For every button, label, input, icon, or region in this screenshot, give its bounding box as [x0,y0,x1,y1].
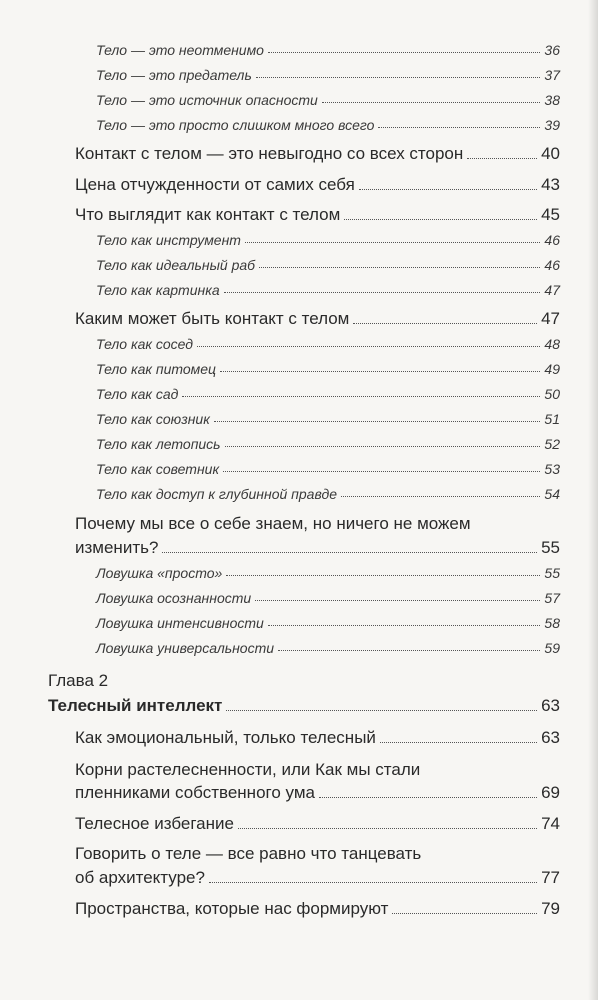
toc-leader [209,882,537,883]
toc-leader [392,913,537,914]
toc-entry [96,436,560,452]
toc-page-number: 55 [544,565,560,581]
toc-page-number: 46 [544,232,560,248]
toc-entry-title: Тело как союзник [96,411,210,427]
toc-entry-title: Тело как питомец [96,361,217,377]
toc-page-number: 50 [544,386,560,402]
toc-leader [245,242,540,243]
toc-entry [96,232,560,248]
toc-leader [224,292,541,293]
toc-entry-title: Каким может быть контакт с телом [75,309,350,328]
toc-entry [96,590,560,606]
toc-entry-title: Как эмоциональный, только телесный [75,728,376,747]
toc-leader [220,371,540,372]
toc-page-number: 51 [544,411,560,427]
toc-entry [96,461,560,477]
toc-page-number: 53 [544,461,560,477]
toc-page-number: 40 [541,144,560,163]
toc-leader [197,346,540,347]
toc-page-number: 63 [541,696,560,715]
toc-entry [96,257,560,273]
toc-leader [238,828,537,829]
toc-entry [75,538,560,558]
toc-page-number: 74 [541,814,560,833]
toc-page-number: 58 [544,615,560,631]
toc-entry-title: Тело как доступ к глубинной правде [96,486,337,502]
toc-entry-title: Ловушка осознанности [96,590,252,606]
toc-entry-title: Пространства, которые нас формируют [75,899,389,918]
toc-leader [378,127,540,128]
toc-entry [96,640,560,656]
toc-entry-title: Ловушка интенсивности [96,615,264,631]
toc-leader [226,710,537,711]
toc-page-number: 57 [544,590,560,606]
toc-entry [96,386,560,402]
toc-entry-title: Тело как сосед [96,336,194,352]
toc-entry [96,117,560,133]
toc-entry-title: Тело как советник [96,461,220,477]
toc-page-number: 47 [544,282,560,298]
toc-page-number: 43 [541,175,560,194]
toc-entry-title: Тело — это неотменимо [96,42,264,58]
toc-entry [75,728,560,748]
toc-page-number: 47 [541,309,560,328]
toc-page-number: 52 [544,436,560,452]
toc-entry-title-line1: Говорить о теле — все равно что танцевать [75,844,422,863]
toc-entry-title: Ловушка «просто» [96,565,223,581]
toc-entry-title-line1: Корни растелесненности, или Как мы стали [75,760,421,779]
toc-entry-title: Цена отчужденности от самих себя [75,175,355,194]
toc-page-number: 46 [544,257,560,273]
toc-entry-title: Что выглядит как контакт с телом [75,205,341,224]
toc-entry [96,42,560,58]
chapter-label: Глава 2 [48,671,109,690]
toc-entry [96,411,560,427]
toc-page-number: 39 [544,117,560,133]
toc-leader [268,625,541,626]
toc-entry [75,309,560,329]
toc-leader [353,323,537,324]
toc-entry [48,696,560,716]
toc-leader [226,575,540,576]
toc-entry [96,67,560,83]
toc-leader [214,421,541,422]
toc-entry-title: Телесный интеллект [48,696,223,715]
toc-page-number: 59 [544,640,560,656]
toc-leader [256,77,541,78]
toc-page-number: 45 [541,205,560,224]
toc-entry [96,565,560,581]
toc-page-number: 69 [541,783,560,802]
toc-leader [322,102,541,103]
toc-page-number: 36 [544,42,560,58]
toc-entry-title: пленниками собственного ума [75,783,315,802]
toc-entry-title: об архитектуре? [75,868,205,887]
toc-leader [259,267,540,268]
toc-entry-title: Телесное избегание [75,814,234,833]
toc-entry-title: Тело как летопись [96,436,221,452]
toc-entry-title: Тело — это источник опасности [96,92,318,108]
toc-leader [278,650,540,651]
toc-entry [75,175,560,195]
toc-entry-title: Тело как идеальный раб [96,257,256,273]
toc-leader [162,552,537,553]
toc-leader [344,219,537,220]
page-edge-shadow [588,0,598,1000]
toc-leader [319,797,537,798]
toc-leader [359,189,537,190]
toc-page-number: 79 [541,899,560,918]
toc-leader [467,158,537,159]
toc-leader [380,742,537,743]
toc-leader [268,52,540,53]
toc-page-number: 49 [544,361,560,377]
toc-leader [225,446,541,447]
toc-entry [96,486,560,502]
toc-page-number: 38 [544,92,560,108]
toc-entry [75,783,560,803]
toc-entry-title: Тело — это просто слишком много всего [96,117,375,133]
toc-entry-title: Тело — это предатель [96,67,252,83]
toc-entry-title: Тело как картинка [96,282,220,298]
toc-page-number: 55 [541,538,560,557]
toc-leader [182,396,540,397]
toc-entry-title: изменить? [75,538,159,557]
toc-page-number: 77 [541,868,560,887]
toc-entry [96,615,560,631]
toc-entry [75,205,560,225]
toc-entry [96,336,560,352]
toc-entry [96,92,560,108]
toc-leader [341,496,540,497]
toc-entry [75,868,560,888]
toc-entry-title: Контакт с телом — это невыгодно со всех сторон [75,144,464,163]
toc-entry [75,144,560,164]
toc-entry [75,814,560,834]
toc-entry-title: Тело как инструмент [96,232,241,248]
toc-entry [75,899,560,919]
toc-leader [223,471,540,472]
toc-page-number: 37 [544,67,560,83]
toc-entry-title: Тело как сад [96,386,179,402]
toc-entry-title: Ловушка универсальности [96,640,275,656]
toc-entry [96,361,560,377]
toc-entry [96,282,560,298]
toc-page-number: 48 [544,336,560,352]
toc-page-number: 54 [544,486,560,502]
toc-leader [255,600,540,601]
toc-page-number: 63 [541,728,560,747]
toc-entry-title-line1: Почему мы все о себе знаем, но ничего не можем [75,514,471,533]
